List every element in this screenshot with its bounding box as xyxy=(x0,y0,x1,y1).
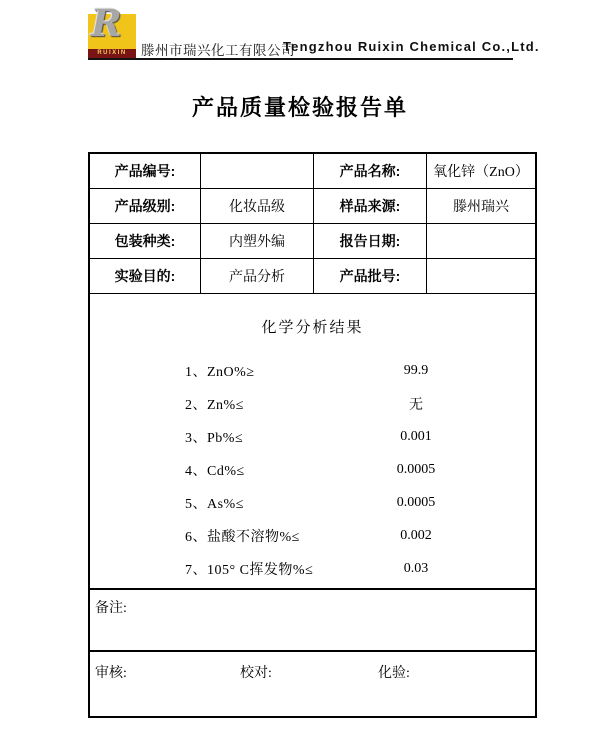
analysis-item-label: 6、盐酸不溶物%≤ xyxy=(185,529,300,545)
analysis-item-value: 0.002 xyxy=(400,527,432,543)
analysis-item-label: 5、As%≤ xyxy=(185,496,244,512)
info-grid xyxy=(90,154,535,294)
analysis-item-value: 0.0005 xyxy=(396,461,436,477)
info-value-cell xyxy=(427,259,535,294)
info-label-cell: 包装种类: xyxy=(90,224,201,259)
info-value-cell: 产品分析 xyxy=(201,259,314,294)
remarks-label: 备注: xyxy=(95,601,127,616)
header-divider xyxy=(88,58,513,60)
analysis-item-value: 无 xyxy=(409,397,423,413)
analysis-item xyxy=(90,354,535,387)
info-value-cell: 化妆品级 xyxy=(201,189,314,224)
remarks-cell xyxy=(90,590,535,652)
analysis-item xyxy=(90,420,535,453)
signoff-review-label: 审核: xyxy=(95,666,127,681)
company-name-en: Tengzhou Ruixin Chemical Co.,Ltd. xyxy=(283,39,540,54)
analysis-item xyxy=(90,552,535,585)
info-value-cell xyxy=(201,154,314,189)
analysis-item-label: 7、105° C挥发物%≤ xyxy=(185,562,314,578)
logo-r-letter: R xyxy=(91,1,122,45)
info-label-cell: 实验目的: xyxy=(90,259,201,294)
analysis-section xyxy=(90,294,535,590)
analysis-items xyxy=(90,354,535,585)
info-label-cell: 报告日期: xyxy=(314,224,427,259)
signoff-proofread-label: 校对: xyxy=(240,666,272,681)
analysis-item-value: 0.03 xyxy=(403,560,429,576)
analysis-item-label: 1、ZnO%≥ xyxy=(185,364,255,380)
analysis-item-label: 2、Zn%≤ xyxy=(185,397,244,413)
info-value-cell: 氧化锌（ZnO） xyxy=(427,154,535,189)
analysis-item-label: 3、Pb%≤ xyxy=(185,430,244,446)
report-table xyxy=(88,152,537,718)
logo-ruixin-band: RUIXIN xyxy=(88,49,136,58)
info-label-cell: 产品编号: xyxy=(90,154,201,189)
analysis-item-value: 99.9 xyxy=(403,362,429,378)
analysis-item xyxy=(90,387,535,420)
info-value-cell: 滕州瑞兴 xyxy=(427,189,535,224)
company-name-cn: 滕州市瑞兴化工有限公司 xyxy=(141,43,295,58)
info-value-cell xyxy=(427,224,535,259)
info-label-cell: 样品来源: xyxy=(314,189,427,224)
analysis-item xyxy=(90,453,535,486)
company-logo xyxy=(88,1,136,58)
analysis-item-value: 0.001 xyxy=(400,428,432,444)
page-title: 产品质量检验报告单 xyxy=(191,95,408,120)
analysis-heading: 化学分析结果 xyxy=(261,320,364,336)
analysis-item xyxy=(90,486,535,519)
info-label-cell: 产品名称: xyxy=(314,154,427,189)
info-label-cell: 产品批号: xyxy=(314,259,427,294)
info-value-cell: 内塑外编 xyxy=(201,224,314,259)
analysis-item-value: 0.0005 xyxy=(396,494,436,510)
analysis-item-label: 4、Cd%≤ xyxy=(185,463,245,479)
signoff-test-label: 化验: xyxy=(378,666,410,681)
signoff-row xyxy=(90,652,535,714)
info-label-cell: 产品级别: xyxy=(90,189,201,224)
analysis-item xyxy=(90,519,535,552)
